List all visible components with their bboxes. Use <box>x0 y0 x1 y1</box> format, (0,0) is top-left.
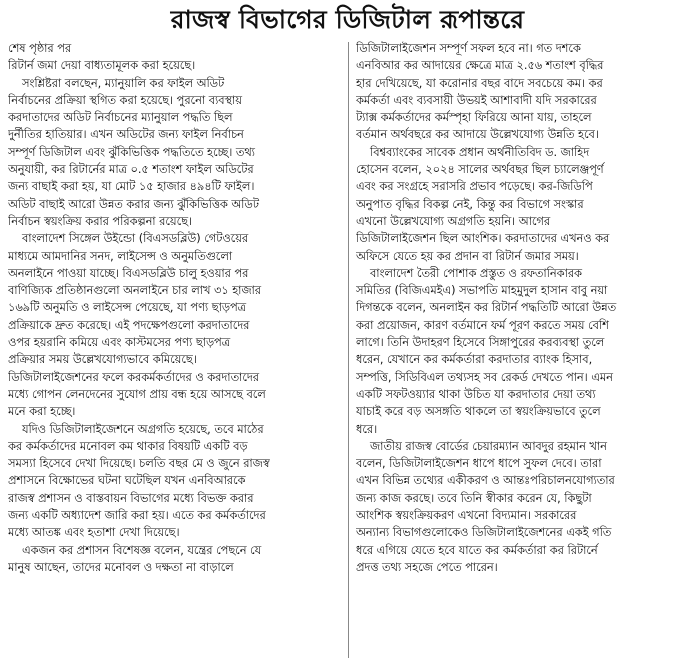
text-line: ডিজিটালাইজেশনের ফলে করকর্মকর্তাদের ও করদাতাদের <box>8 370 260 384</box>
text-line: এখন বিভিন্ন তথ্যের একীকরণ ও আন্তঃপরিচালনযোগ্যতার <box>356 474 615 488</box>
text-line: মধ্যে গোপন লেনদেনের সুযোগ প্রায় বন্ধ হয়ে আসছে বলে <box>8 387 266 401</box>
text-line: জন্য বাছাই করা হয়, যা মোট ১৫ হাজার ৪৯৪টি ফাইল। <box>8 180 255 194</box>
article-headline: রাজস্ব বিভাগের ডিজিটাল রূপান্তরে <box>170 5 525 34</box>
text-line: বর্তমান অর্থবছরে কর আদায়ে উল্লেখযোগ্য উন্নতি হবে। <box>356 128 599 142</box>
text-line: আংশিক স্বয়ংক্রিয়করণ এখনো বিদ্যমান। সরকারের <box>356 509 577 523</box>
text-line: ধরে। <box>356 422 378 436</box>
text-line: অফিসে যেতে হয় কর প্রদান বা রিটার্ন জমার সময়। <box>356 249 579 263</box>
text-line: বলেন, ডিজিটালাইজেশন ধাপে ধাপে সুফল দেবে। তারা <box>356 457 602 471</box>
text-line: দিগন্তকে বলেন, অনলাইন কর রিটার্ন পদ্ধতিটি আরো উন্নত <box>356 301 617 315</box>
text-line: করা প্রয়োজন, কারণ বর্তমানে ফর্ম পূরণ করতে সময় বেশি <box>356 318 609 332</box>
text-line: ওপর হয়রানি কমিয়ে এবং কাস্টমসের পণ্য ছাড়পত্র <box>8 336 230 350</box>
text-line: অনলাইনে পাওয়া যাচ্ছে। বিএসডব্লিউ চালু হওয়ার পর <box>8 266 249 280</box>
column-divider <box>348 42 349 658</box>
text-line: সংশ্লিষ্টরা বলছেন, ম্যানুয়ালি কর ফাইল অডিট <box>22 76 225 90</box>
text-line: হার দেখিয়েছে, যা করোনার বছর বাদে সবচেয়ে কম। কর <box>356 76 603 90</box>
text-line: বিশ্বব্যাংকের সাবেক প্রধান অর্থনীতিবিদ ড. জাহিদ <box>370 145 590 159</box>
text-line: নির্বাচন স্বয়ংক্রিয় করার পরিকল্পনা রয়েছে। <box>8 214 193 228</box>
text-line: একটি সফটওয়্যার থাকা উচিত যা করদাতার দেয়া তথ্য <box>356 387 596 401</box>
text-line: এবং কর সংগ্রহে সরাসরি প্রভাব পড়েছে। কর-জিডিপি <box>356 180 593 194</box>
text-line: লাগে। তিনি উদাহরণ হিসেবে সিঙ্গাপুরের করব্যবস্থা তুলে <box>356 336 605 350</box>
text-line: মনে করা হচ্ছে। <box>8 405 76 419</box>
text-line: প্রক্রিয়াকে দ্রুত করেছে। এই পদক্ষেপগুলো করদাতাদের <box>8 318 250 332</box>
text-line: এনবিআর কর আদায়ের ক্ষেত্রে মাত্র ২.৫৬ শতাংশ বৃদ্ধির <box>356 59 604 73</box>
text-line: অনুপাত বৃদ্ধির বিকল্প নেই, কিন্তু কর বিভাগে সংস্কার <box>356 197 584 211</box>
text-line: ডিজিটালাইজেশন ছিল আংশিক। করদাতাদের এখনও কর <box>356 232 610 246</box>
text-line: রাজস্ব প্রশাসন ও বাস্তবায়ন বিভাগের মধ্যে বিভক্ত করার <box>8 491 254 505</box>
text-line: প্রক্রিয়ার সময় উল্লেখযোগ্যভাবে কমিয়েছে। <box>8 353 197 367</box>
text-line: যদিও ডিজিটালাইজেশনে অগ্রগতি হয়েছে, তবে মাঠের <box>22 422 264 436</box>
text-line: জন্য কাজ করছে। তবে তিনি স্বীকার করেন যে, কিছুটা <box>356 491 592 505</box>
text-line: সম্পত্তি, সিডিবিএল তথ্যসহ সব রেকর্ড দেখতে পান। এমন <box>356 370 613 384</box>
text-line: জাতীয় রাজস্ব বোর্ডের চেয়ারম্যান আবদুর রহমান খান <box>370 439 607 453</box>
text-line: এখনো উল্লেখযোগ্য অগ্রগতি হয়নি। আগের <box>356 214 551 228</box>
text-line: অন্যান্য বিভাগগুলোকেও ডিজিটালাইজেশনের একই গতি <box>356 526 612 540</box>
text-line: বাণিজ্যিক প্রতিষ্ঠানগুলো অনলাইনে চার লাখ ৩১ হাজার <box>8 284 262 298</box>
text-line: কর কর্মকর্তাদের মনোবল কম থাকার বিষয়টি একটি বড় <box>8 439 248 453</box>
text-line: একজন কর প্রশাসন বিশেষজ্ঞ বলেন, যন্ত্রের পেছনে যে <box>22 543 262 557</box>
text-line: বাংলাদেশ সিঙ্গেল উইন্ডো (বিএসডব্লিউ) গেটওয়ের <box>22 232 249 246</box>
text-line: ধরে এগিয়ে যেতে হবে যাতে কর কর্মকর্তারা কর রিটার্নে <box>356 543 598 557</box>
text-line: রিটার্ন জমা দেয়া বাধ্যতামূলক করা হয়েছে। <box>8 59 196 73</box>
text-line: সমস্যা হিসেবে দেখা দিয়েছে। চলতি বছর মে ও জুনে রাজস্ব <box>8 457 270 471</box>
text-line: হোসেন বলেন, ২০২৪ সালের অর্থবছর ছিল চ্যালেঞ্জপূর্ণ <box>356 163 604 177</box>
text-line: সমিতির (বিজিএমইএ) সভাপতি মাহমুদুল হাসান বাবু নয়া <box>356 284 608 298</box>
text-line: দুর্নীতির হাতিয়ার। এখন অডিটের জন্য ফাইল নির্বাচন <box>8 128 244 142</box>
article-column-left <box>8 40 341 660</box>
text-line: প্রদত্ত তথ্য সহজে পেতে পারেন। <box>356 560 498 574</box>
text-line: যাচাই করে বড় অসঙ্গতি থাকলে তা স্বয়ংক্রিয়ভাবে তুলে <box>356 405 601 419</box>
text-line: ডিজিটালাইজেশন সম্পূর্ণ সফল হবে না। গত দশকে <box>356 42 581 55</box>
text-line: কর্মকর্তা এবং ব্যবসায়ী উভয়ই আশাবাদী যদি সরকারের <box>356 93 597 107</box>
article-column-right <box>356 40 687 660</box>
text-line: ধরেন, যেখানে কর কর্মকর্তারা করদাতার ব্যাংক হিসাব, <box>356 353 593 367</box>
text-line: সম্পূর্ণ ডিজিটাল এবং ঝুঁকিভিত্তিক পদ্ধতিতে হচ্ছে। তথ্য <box>8 145 255 159</box>
text-line: জন্য একটি অধ্যাদেশ জারি করা হয়। এতে কর কর্মকর্তাদের <box>8 509 266 523</box>
text-line: মাধ্যমে আমদানির সনদ, লাইসেন্স ও অনুমতিগুলো <box>8 249 233 263</box>
text-line: অডিট বাছাই আরো উন্নত করার জন্য ঝুঁকিভিত্তিক অডিট <box>8 197 259 211</box>
text-line: শেষ পৃষ্ঠার পর <box>8 42 72 55</box>
text-line: করদাতাদের অডিট নির্বাচনের ম্যানুয়াল পদ্ধতি ছিল <box>8 111 233 125</box>
text-line: নির্বাচনের প্রক্রিয়া স্থগিত করা হয়েছে। পুরনো ব্যবস্থায় <box>8 93 242 107</box>
text-line: মানুষ আছেন, তাদের মনোবল ও দক্ষতা না বাড়ালে <box>8 560 234 574</box>
text-line: অনুযায়ী, কর রিটার্নের মাত্র ০.৫ শতাংশ ফাইল অডিটের <box>8 163 254 177</box>
text-line: মধ্যে আতঙ্ক এবং হতাশা দেখা দিয়েছে। <box>8 526 180 540</box>
text-line: ১৬৯টি অনুমতি ও লাইসেন্স পেয়েছে, যা পণ্য ছাড়পত্র <box>8 301 246 315</box>
text-line: ট্যাক্স কর্মকর্তাদের কর্মস্পৃহা ফিরিয়ে আনা যায়, তাহলে <box>356 111 592 125</box>
text-line: প্রশাসনে বিক্ষোভের ঘটনা ঘটেছিল যখন এনবিআরকে <box>8 474 246 488</box>
text-line: বাংলাদেশ তৈরী পোশাক প্রস্তুত ও রফতানিকারক <box>370 266 582 280</box>
